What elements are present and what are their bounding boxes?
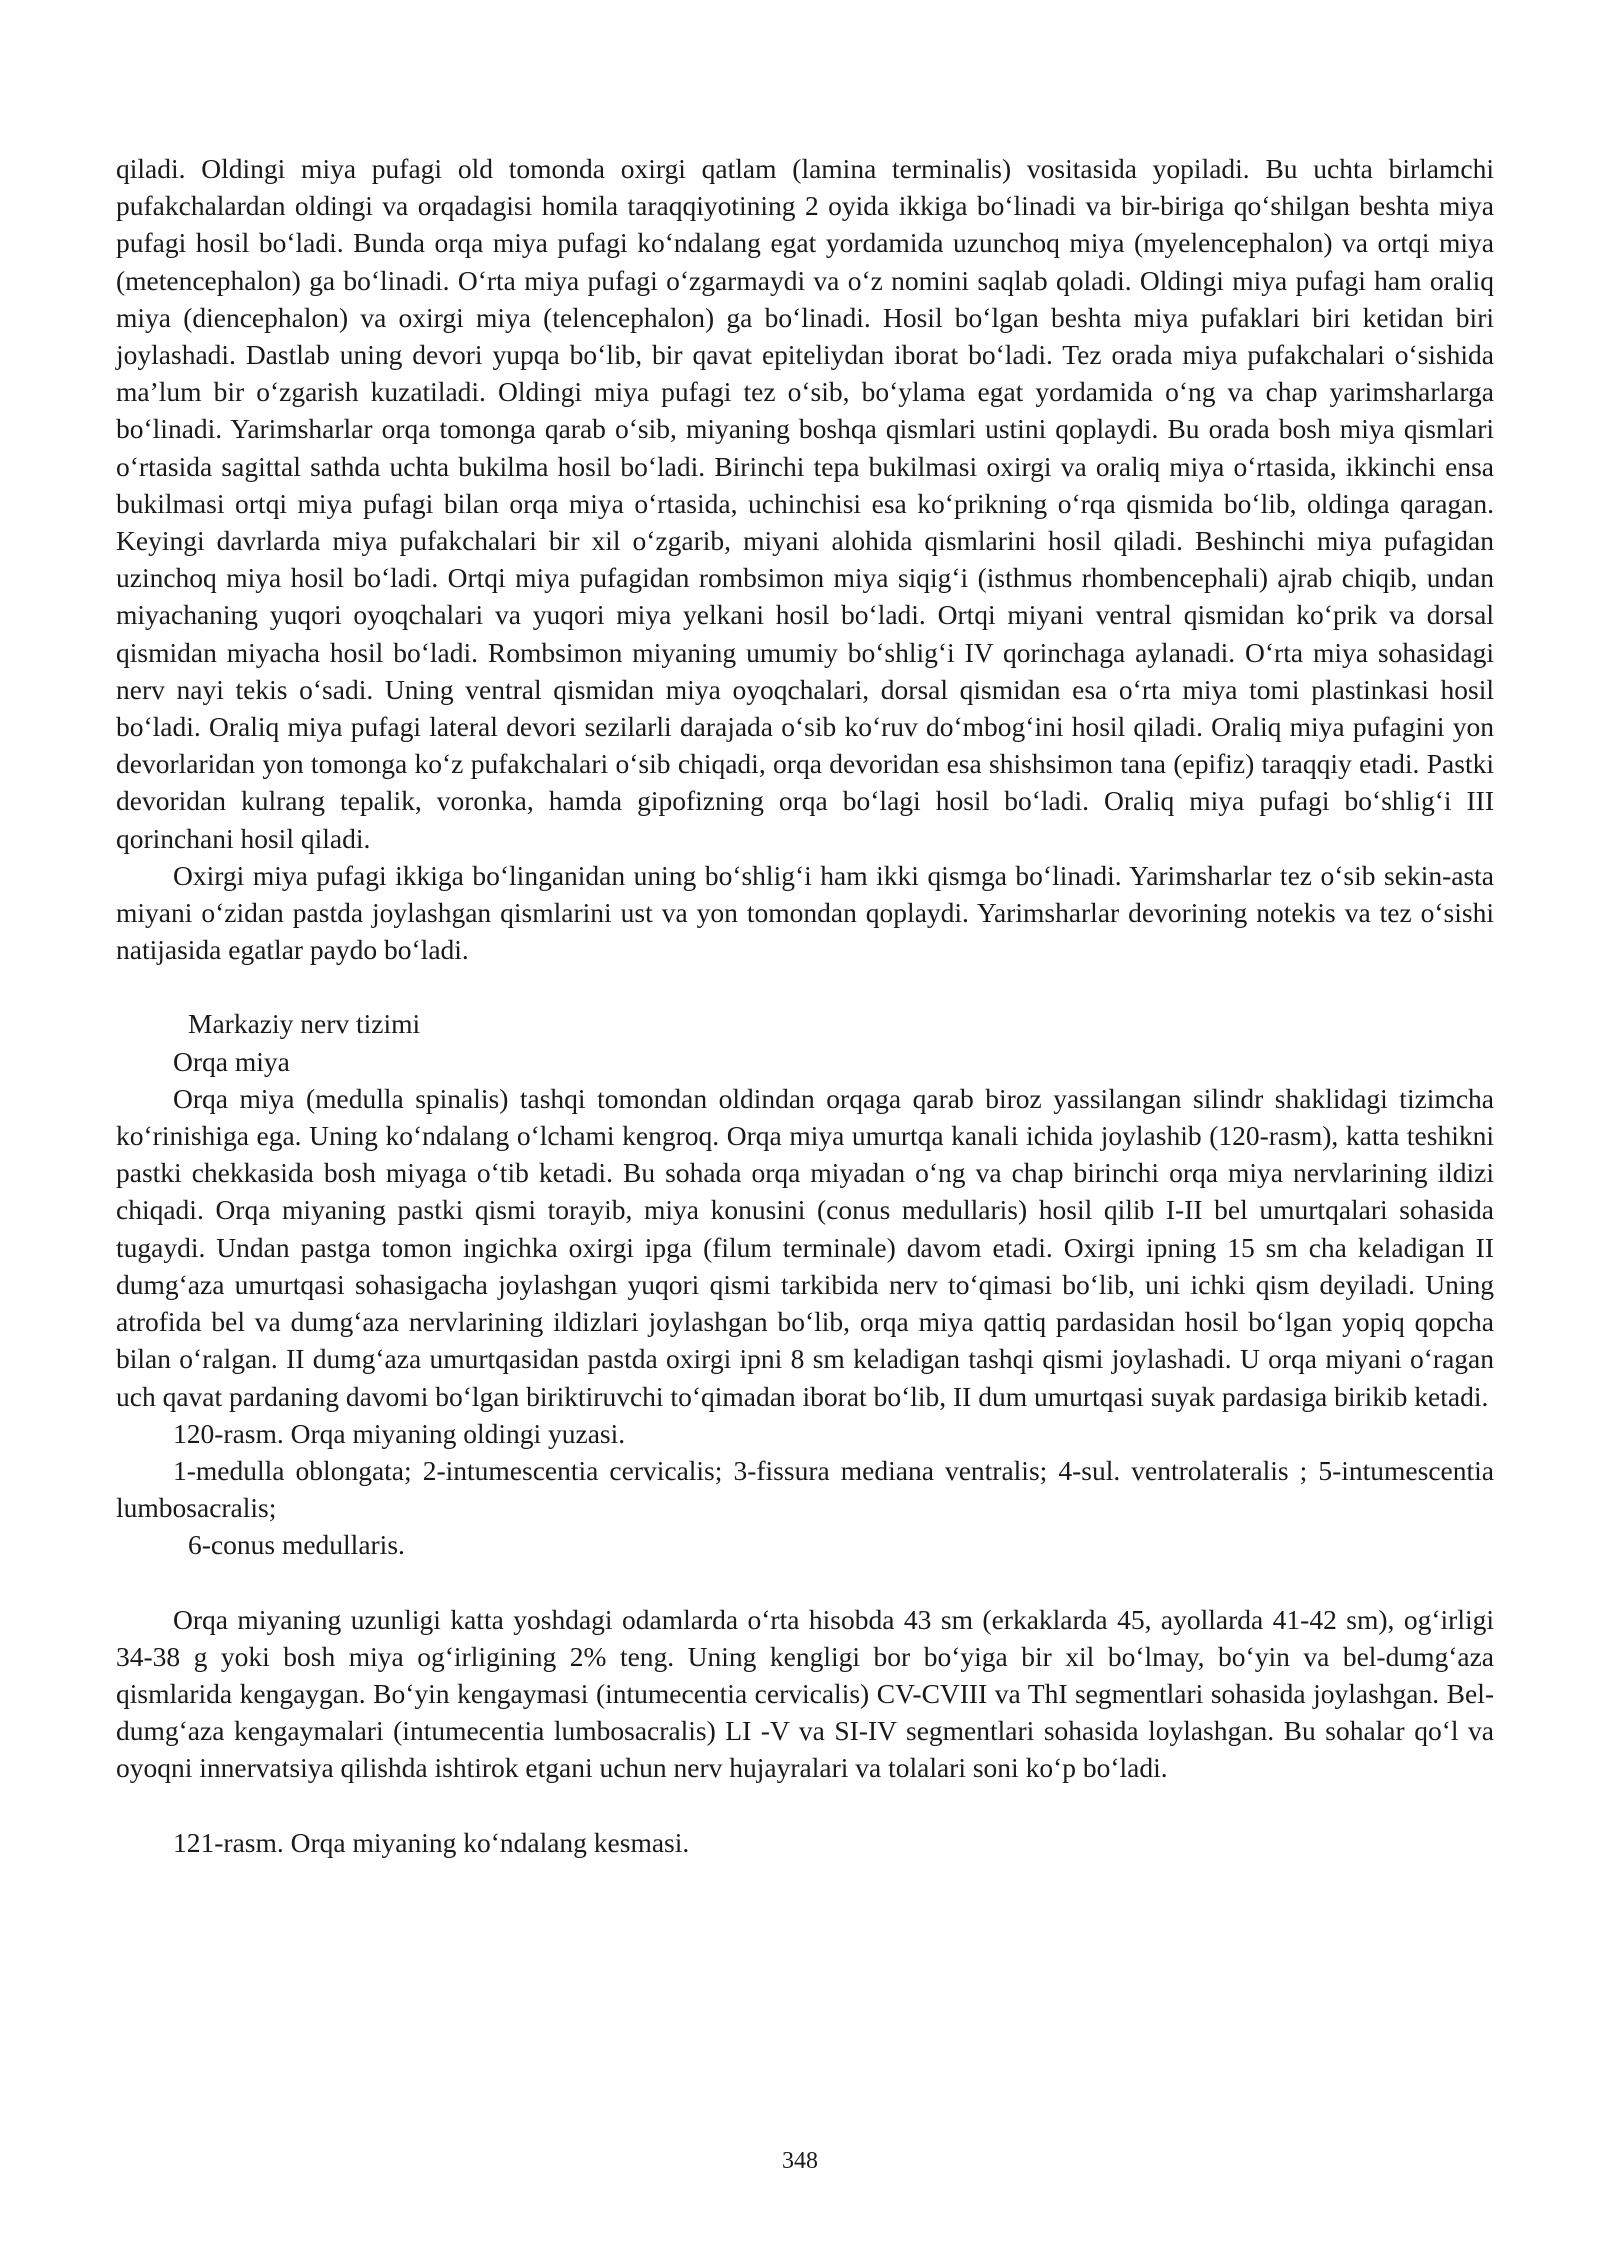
figure-120-caption: 120-rasm. Orqa miyaning oldingi yuzasi. — [173, 1417, 626, 1449]
page-number: 348 — [782, 2148, 818, 2174]
spacer — [116, 1787, 1494, 1824]
figure-120-legend-item-6: 6-conus medullaris. — [188, 1529, 405, 1561]
body-paragraph-2: Oxirgi miya pufagi ikkiga bo‘linganidan uning bo‘shlig‘i ham ikki qismga bo‘linadi. Yarimsharlar tez o‘sib sekin-asta miyani o‘zidan pastda joylashgan qismlarini ust va yon tomondan qoplaydi. Yarimsharlar devorining notekis va tez o‘sishi natijasida egatlar paydo bo‘ladi. — [116, 859, 1494, 966]
spacer — [116, 968, 1494, 1005]
figure-120-legend: 1-medulla oblongata; 2-intumescentia cervicalis; 3-fissura mediana ventralis; 4-sul. ventrolateralis ; 5-intumescentia lumbosacralis; — [116, 1454, 1494, 1524]
spacer — [116, 1564, 1494, 1601]
closing-paragraph: Orqa miyaning uzunligi katta yoshdagi odamlarda o‘rta hisobda 43 sm (erkaklarda 45, ayollarda 41-42 sm), og‘irligi 34-38 g yoki bosh miya og‘irligining 2% teng. Uning kengligi bor bo‘yiga bir xil bo‘lmay, bo‘yin va bel-dumg‘aza qismlarida kengaygan. Bo‘yin kengaymasi (intumecentia cervicalis) CV-CVIII va ThI segmentlari sohasida joylashgan. Bel-dumg‘aza kengaymalari (intumecentia lumbosacralis) LI -V va SI-IV segmentlari sohasida loylashgan. Bu sohalar qo‘l va oyoqni innervatsiya qilishda ishtirok etgani uchun nerv hujayralari va tolalari soni ko‘p bo‘ladi. — [116, 1603, 1494, 1784]
subsection-heading: Orqa miya — [173, 1045, 290, 1077]
document-page — [116, 150, 1494, 1861]
body-paragraph-1: qiladi. Oldingi miya pufagi old tomonda oxirgi qatlam (lamina terminalis) vositasida yopiladi. Bu uchta birlamchi pufakchalardan oldingi va orqadagisi homila taraqqiyotining 2 oyida ikkiga bo‘linadi va bir-biriga qo‘shilgan beshta miya pufagi hosil bo‘ladi. Bunda orqa miya pufagi ko‘ndalang egat yordamida uzunchoq miya (myelencephalon) va ortqi miya (metencephalon) ga bo‘linadi. O‘rta miya pufagi o‘zgarmaydi va o‘z nomini saqlab qoladi. Oldingi miya pufagi ham oraliq miya (diencephalon) va oxirgi miya (telencephalon) ga bo‘linadi. Hosil bo‘lgan beshta miya pufaklari biri ketidan biri joylashadi. Dastlab uning devori yupqa bo‘lib, bir qavat epiteliydan iborat bo‘ladi. Tez orada miya pufakchalari o‘sishida ma’lum bir o‘zgarish kuzatiladi. Oldingi miya pufagi tez o‘sib, bo‘ylama egat yordamida o‘ng va chap yarimsharlarga bo‘linadi. Yarimsharlar orqa tomonga qarab o‘sib, miyaning boshqa qismlari ustini qoplaydi. Bu orada bosh miya qismlari o‘rtasida sagittal sathda uchta bukilma hosil bo‘ladi. Birinchi tepa bukilmasi oxirgi va oraliq miya o‘rtasida, ikkinchi ensa bukilmasi ortqi miya pufagi bilan orqa miya o‘rtasida, uchinchisi esa ko‘prikning o‘rqa qismida bo‘lib, oldinga qaragan. Keyingi davrlarda miya pufakchalari bir xil o‘zgarib, miyani alohida qismlarini hosil qiladi. Beshinchi miya pufagidan uzinchoq miya hosil bo‘ladi. Ortqi miya pufagidan rombsimon miya siqig‘i (isthmus rhombencephali) ajrab chiqib, undan miyachaning yuqori oyoqchalari va yuqori miya yelkani hosil bo‘ladi. Ortqi miyani ventral qismidan ko‘prik va dorsal qismidan miyacha hosil bo‘ladi. Rombsimon miyaning umumiy bo‘shlig‘i IV qorinchaga aylanadi. O‘rta miya sohasidagi nerv nayi tekis o‘sadi. Uning ventral qismidan miya oyoqchalari, dorsal qismidan esa o‘rta miya tomi plastinkasi hosil bo‘ladi. Oraliq miya pufagi lateral devori sezilarli darajada o‘sib ko‘ruv do‘mbog‘ini hosil qiladi. Oraliq miya pufagini yon devorlaridan yon tomonga ko‘z pufakchalari o‘sib chiqadi, orqa devoridan esa shishsimon tana (epifiz) taraqqiy etadi. Pastki devoridan kulrang tepalik, voronka, hamda gipofizning orqa bo‘lagi hosil bo‘ladi. Oraliq miya pufagi bo‘shlig‘i III qorinchani hosil qiladi. — [116, 153, 1494, 854]
section-paragraph: Orqa miya (medulla spinalis) tashqi tomondan oldindan orqaga qarab biroz yassilangan silindr shaklidagi tizimcha ko‘rinishiga ega. Uning ko‘ndalang o‘lchami kengroq. Orqa miya umurtqa kanali ichida joylashib (120-rasm), katta teshikni pastki chekkasida bosh miyaga o‘tib ketadi. Bu sohada orqa miyadan o‘ng va chap birinchi orqa miya nervlarining ildizi chiqadi. Orqa miyaning pastki qismi torayib, miya konusini (conus medullaris) hosil qilib I-II bel umurtqalari sohasida tugaydi. Undan pastga tomon ingichka oxirgi ipga (filum terminale) davom etadi. Oxirgi ipning 15 sm cha keladigan II dumg‘aza umurtqasi sohasigacha joylashgan yuqori qismi tarkibida nerv to‘qimasi bo‘lib, uni ichki qism deyiladi. Uning atrofida bel va dumg‘aza nervlarining ildizlari joylashgan bo‘lib, orqa miya qattiq pardasidan hosil bo‘lgan yopiq qopcha bilan o‘ralgan. II dumg‘aza umurtqasidan pastda oxirgi ipni 8 sm keladigan tashqi qismi joylashadi. U orqa miyani o‘ragan uch qavat pardaning davomi bo‘lgan biriktiruvchi to‘qimadan iborat bo‘lib, II dum umurtqasi suyak pardasiga birikib ketadi. — [116, 1082, 1494, 1412]
figure-121-caption: 121-rasm. Orqa miyaning ko‘ndalang kesmasi. — [173, 1826, 690, 1858]
section-heading: Markaziy nerv tizimi — [188, 1008, 421, 1040]
